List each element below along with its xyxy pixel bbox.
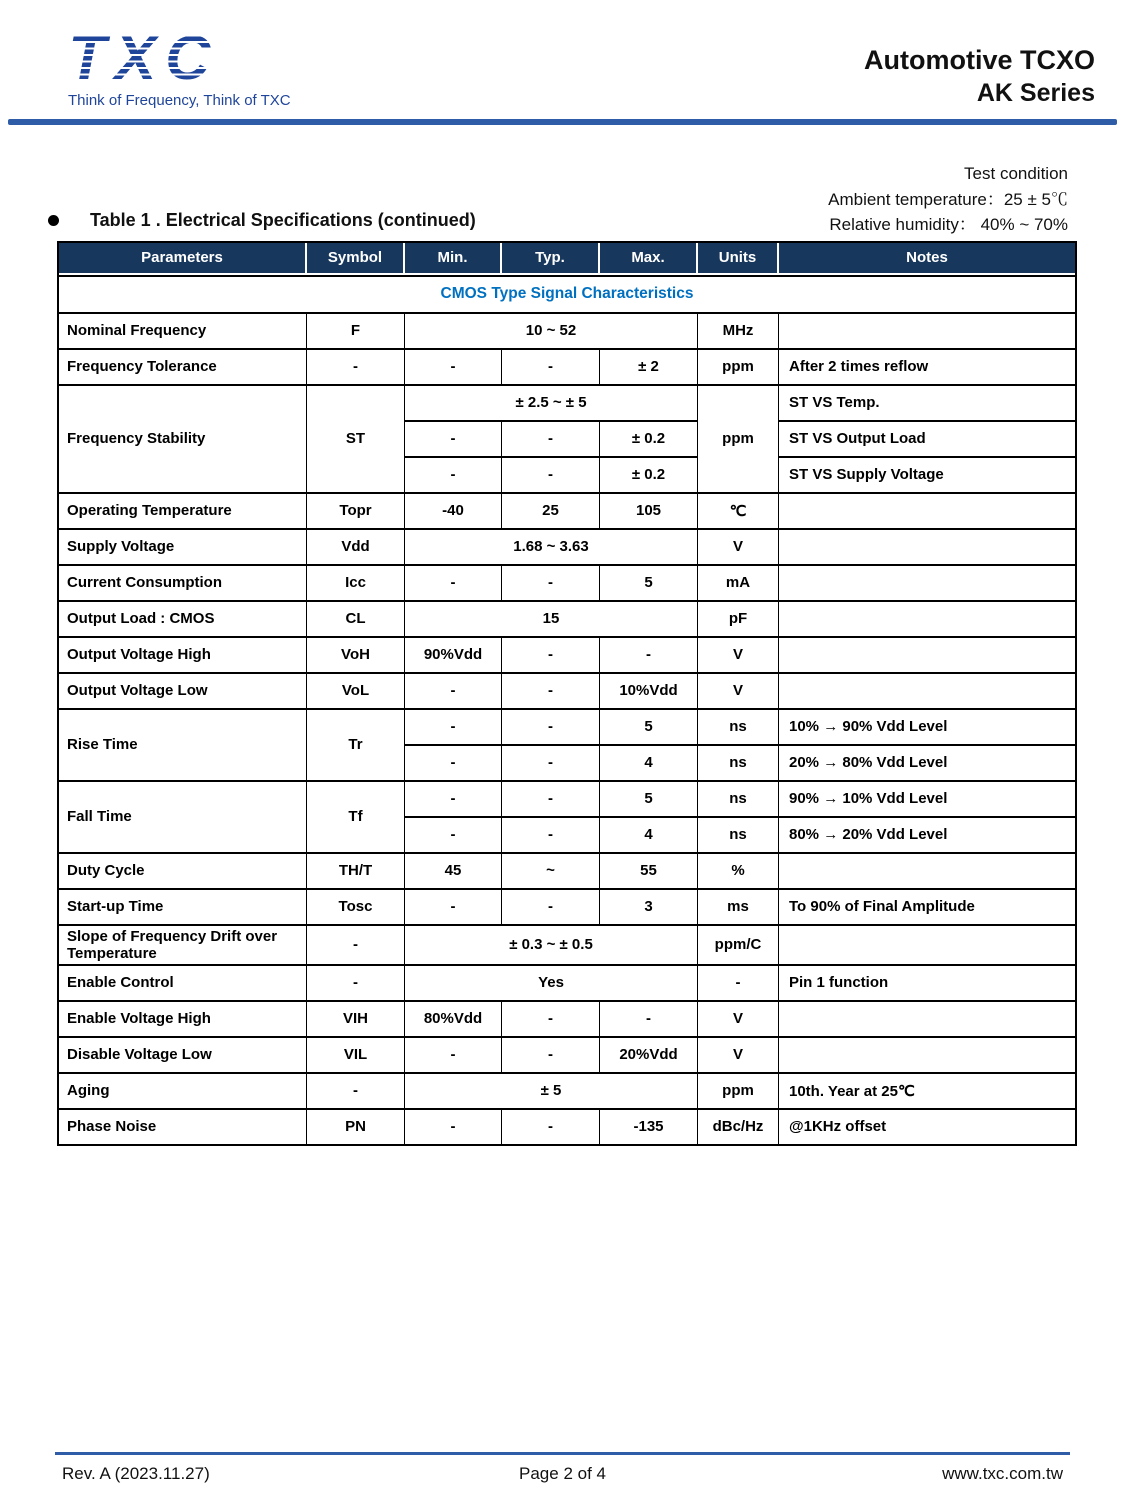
table-row: [59, 1002, 1075, 1038]
parameter-cell: Rise Time: [59, 710, 307, 782]
notes-cell: Pin 1 function: [779, 966, 1075, 1002]
table-row: [59, 494, 1075, 530]
column-header-symbol: Symbol: [307, 243, 405, 275]
value-cell: -: [502, 890, 600, 926]
value-cell: 25: [502, 494, 600, 530]
parameter-cell: Enable Voltage High: [59, 1002, 307, 1038]
table-row: [59, 782, 1075, 818]
value-cell: -: [405, 674, 502, 710]
value-cell: -: [502, 422, 600, 458]
value-cell: -: [502, 710, 600, 746]
value-cell: -: [405, 782, 502, 818]
table-row: [59, 530, 1075, 566]
parameter-cell: Output Load : CMOS: [59, 602, 307, 638]
notes-cell: 10th. Year at 25℃: [779, 1074, 1075, 1110]
value-cell: ± 0.2: [600, 422, 698, 458]
notes-cell: 90% → 10% Vdd Level: [779, 782, 1075, 818]
units-cell: MHz: [698, 314, 779, 350]
parameter-cell: Aging: [59, 1074, 307, 1110]
value-cell: Tr: [307, 710, 405, 782]
column-header-parameters: Parameters: [59, 243, 307, 275]
notes-cell: ST VS Temp.: [779, 386, 1075, 422]
value-cell: Tosc: [307, 890, 405, 926]
notes-cell: [779, 674, 1075, 710]
table-row: [59, 1074, 1075, 1110]
units-cell: V: [698, 674, 779, 710]
value-cell: -: [502, 566, 600, 602]
units-cell: ns: [698, 782, 779, 818]
value-cell: Tf: [307, 782, 405, 854]
value-cell: ± 0.2: [600, 458, 698, 494]
parameter-cell: Slope of Frequency Drift over Temperature: [59, 926, 307, 966]
value-cell: Topr: [307, 494, 405, 530]
value-cell: -: [307, 350, 405, 386]
txc-logo-block: [68, 24, 291, 109]
value-cell: 4: [600, 818, 698, 854]
table-title: Table 1 . Electrical Specifications (continued): [90, 209, 476, 230]
column-header-units: Units: [698, 243, 779, 275]
section-header-cell: CMOS Type Signal Characteristics: [59, 275, 1075, 314]
units-cell: ppm: [698, 1074, 779, 1110]
value-cell: ± 2.5 ~ ± 5: [405, 386, 698, 422]
value-cell: 90%Vdd: [405, 638, 502, 674]
notes-cell: [779, 566, 1075, 602]
units-cell: mA: [698, 566, 779, 602]
table-header-row: [59, 243, 1075, 275]
table-row: [59, 1110, 1075, 1144]
value-cell: -: [405, 1110, 502, 1144]
column-header-notes: Notes: [779, 243, 1075, 275]
parameter-cell: Start-up Time: [59, 890, 307, 926]
value-cell: -: [405, 566, 502, 602]
notes-cell: [779, 1002, 1075, 1038]
value-cell: -: [502, 746, 600, 782]
value-cell: VIL: [307, 1038, 405, 1074]
revision-label: Rev. A (2023.11.27): [62, 1464, 210, 1483]
table-row: [59, 966, 1075, 1002]
website-label: www.txc.com.tw: [942, 1464, 1063, 1483]
notes-cell: 20% → 80% Vdd Level: [779, 746, 1075, 782]
value-cell: ± 0.3 ~ ± 0.5: [405, 926, 698, 966]
parameter-cell: Phase Noise: [59, 1110, 307, 1144]
parameter-cell: Duty Cycle: [59, 854, 307, 890]
column-header-min: Min.: [405, 243, 502, 275]
value-cell: -: [502, 674, 600, 710]
table-row: [59, 602, 1075, 638]
bullet-icon: [48, 215, 59, 226]
value-cell: -: [307, 1074, 405, 1110]
units-cell: -: [698, 966, 779, 1002]
product-title: Automotive TCXO: [863, 45, 1095, 75]
parameter-cell: Operating Temperature: [59, 494, 307, 530]
value-cell: -: [307, 926, 405, 966]
document-title: [864, 30, 1095, 109]
table-row: [59, 314, 1075, 350]
parameter-cell: Disable Voltage Low: [59, 1038, 307, 1074]
value-cell: TH/T: [307, 854, 405, 890]
table-row: [59, 386, 1075, 422]
value-cell: ST: [307, 386, 405, 494]
notes-cell: [779, 530, 1075, 566]
value-cell: -: [405, 746, 502, 782]
table-row: [59, 674, 1075, 710]
units-cell: dBc/Hz: [698, 1110, 779, 1144]
value-cell: 15: [405, 602, 698, 638]
units-cell: %: [698, 854, 779, 890]
table-row: [59, 638, 1075, 674]
value-cell: -: [405, 710, 502, 746]
value-cell: -: [502, 638, 600, 674]
parameter-cell: Frequency Stability: [59, 386, 307, 494]
value-cell: -: [502, 350, 600, 386]
value-cell: 80%Vdd: [405, 1002, 502, 1038]
value-cell: VIH: [307, 1002, 405, 1038]
parameter-cell: Frequency Tolerance: [59, 350, 307, 386]
notes-cell: After 2 times reflow: [779, 350, 1075, 386]
units-cell: ns: [698, 818, 779, 854]
notes-cell: ST VS Output Load: [779, 422, 1075, 458]
notes-cell: 80% → 20% Vdd Level: [779, 818, 1075, 854]
value-cell: -135: [600, 1110, 698, 1144]
column-header-max: Max.: [600, 243, 698, 275]
table-row: [59, 275, 1075, 314]
value-cell: -: [502, 1110, 600, 1144]
value-cell: -40: [405, 494, 502, 530]
value-cell: 5: [600, 782, 698, 818]
logo-tagline: Think of Frequency, Think of TXC: [68, 91, 291, 109]
parameter-cell: Nominal Frequency: [59, 314, 307, 350]
value-cell: -: [405, 890, 502, 926]
parameter-cell: Fall Time: [59, 782, 307, 854]
value-cell: -: [502, 818, 600, 854]
value-cell: -: [600, 638, 698, 674]
value-cell: -: [405, 818, 502, 854]
units-cell: pF: [698, 602, 779, 638]
units-cell: ℃: [698, 494, 779, 530]
test-condition-title: Test condition: [964, 164, 1068, 183]
value-cell: 3: [600, 890, 698, 926]
table-row: [59, 350, 1075, 386]
value-cell: 55: [600, 854, 698, 890]
txc-logo: TXC: [68, 30, 291, 89]
value-cell: -: [405, 350, 502, 386]
value-cell: Vdd: [307, 530, 405, 566]
units-cell: V: [698, 1002, 779, 1038]
units-cell: ns: [698, 746, 779, 782]
value-cell: 5: [600, 710, 698, 746]
notes-cell: @1KHz offset: [789, 1118, 887, 1135]
units-cell: ppm/C: [698, 926, 779, 966]
value-cell: 105: [600, 494, 698, 530]
value-cell: -: [405, 422, 502, 458]
column-header-typ: Typ.: [502, 243, 600, 275]
value-cell: VoL: [307, 674, 405, 710]
table-row: [59, 890, 1075, 926]
parameter-cell: Output Voltage High: [59, 638, 307, 674]
value-cell: VoH: [307, 638, 405, 674]
parameter-cell: Supply Voltage: [59, 530, 307, 566]
notes-cell: [779, 638, 1075, 674]
parameter-cell: Output Voltage Low: [59, 674, 307, 710]
notes-cell: [779, 314, 1075, 350]
table-row: [59, 1038, 1075, 1074]
value-cell: -: [307, 966, 405, 1002]
value-cell: CL: [307, 602, 405, 638]
table-row: [59, 710, 1075, 746]
notes-cell: [779, 1038, 1075, 1074]
header-divider: [8, 119, 1117, 125]
units-cell: ns: [698, 710, 779, 746]
value-cell: 20%Vdd: [600, 1038, 698, 1074]
value-cell: -: [502, 458, 600, 494]
units-cell: V: [698, 638, 779, 674]
page-header: [0, 0, 1125, 109]
value-cell: 10%Vdd: [600, 674, 698, 710]
value-cell: -: [600, 1002, 698, 1038]
value-cell: -: [502, 782, 600, 818]
value-cell: -: [502, 1038, 600, 1074]
notes-cell: [779, 926, 1075, 966]
notes-cell: [779, 494, 1075, 530]
notes-cell: To 90% of Final Amplitude: [779, 890, 1075, 926]
value-cell: 5: [600, 566, 698, 602]
parameter-cell: Enable Control: [59, 966, 307, 1002]
units-cell: V: [698, 530, 779, 566]
units-cell: ppm: [698, 350, 779, 386]
value-cell: F: [307, 314, 405, 350]
table-row: [59, 566, 1075, 602]
units-cell: ppm: [698, 386, 779, 494]
value-cell: 4: [600, 746, 698, 782]
value-cell: Icc: [307, 566, 405, 602]
value-cell: ~: [502, 854, 600, 890]
notes-cell: [779, 602, 1075, 638]
value-cell: PN: [307, 1110, 405, 1144]
electrical-specifications-table: [57, 241, 1077, 1146]
value-cell: 1.68 ~ 3.63: [405, 530, 698, 566]
table-row: [59, 926, 1075, 966]
value-cell: -: [405, 1038, 502, 1074]
notes-cell: [779, 854, 1075, 890]
notes-cell: 10% → 90% Vdd Level: [779, 710, 1075, 746]
value-cell: Yes: [405, 966, 698, 1002]
value-cell: 10 ~ 52: [405, 314, 698, 350]
units-cell: ms: [698, 890, 779, 926]
value-cell: 45: [405, 854, 502, 890]
table-row: [59, 854, 1075, 890]
value-cell: ± 5: [405, 1074, 698, 1110]
notes-cell: ST VS Supply Voltage: [779, 458, 1075, 494]
series-title: AK Series: [976, 78, 1095, 107]
parameter-cell: Current Consumption: [59, 566, 307, 602]
page-number: Page 2 of 4: [519, 1464, 606, 1483]
footer-divider: [55, 1452, 1070, 1455]
value-cell: -: [405, 458, 502, 494]
value-cell: ± 2: [600, 350, 698, 386]
page-footer: [0, 1452, 1125, 1484]
ambient-temperature: Ambient temperature：25 ± 5℃: [828, 189, 1068, 209]
value-cell: -: [502, 1002, 600, 1038]
relative-humidity: Relative humidity： 40% ~ 70%: [829, 215, 1068, 234]
units-cell: V: [698, 1038, 779, 1074]
